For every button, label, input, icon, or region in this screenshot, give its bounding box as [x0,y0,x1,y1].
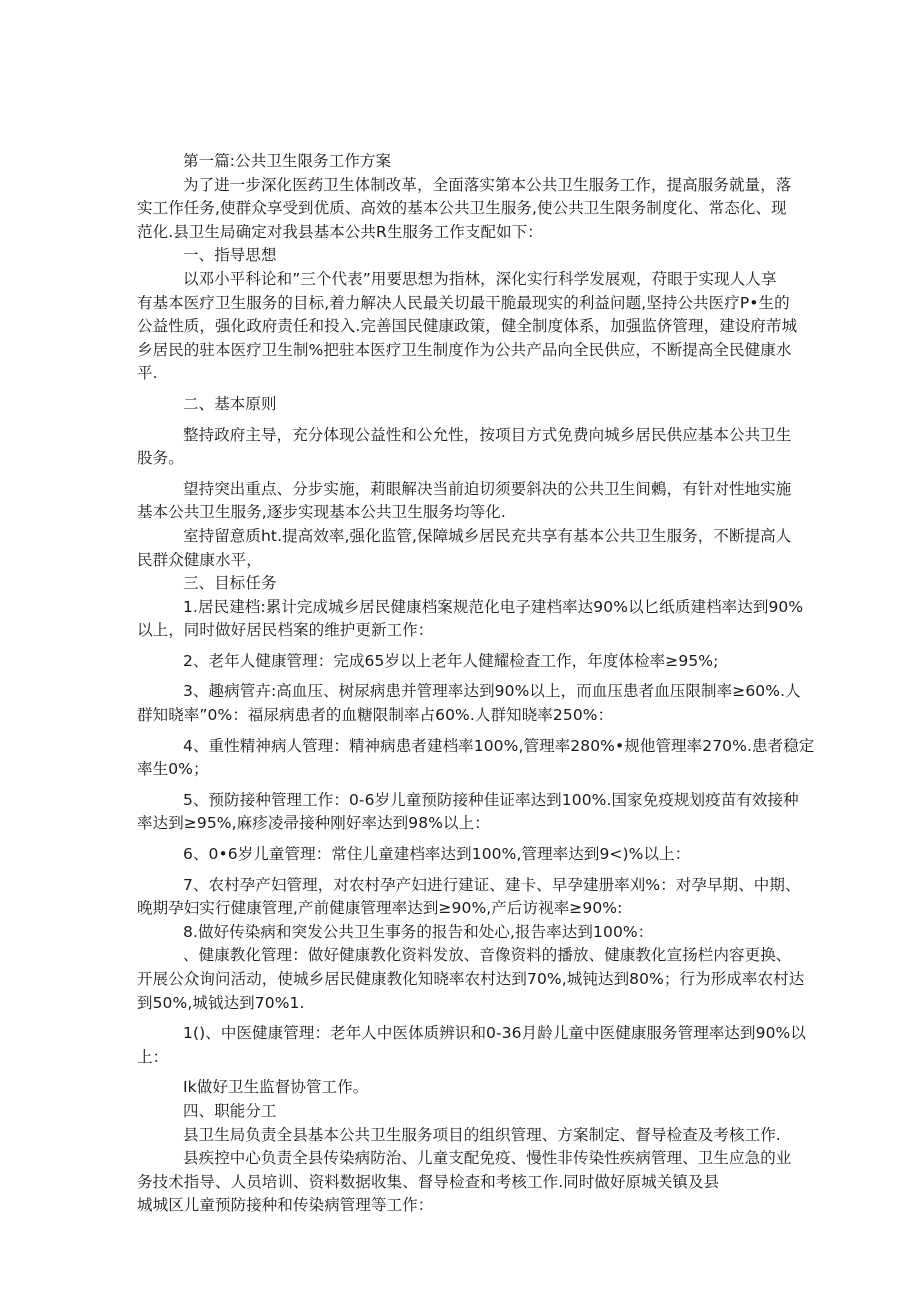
task-item: 1.居民建档:累计完成城乡居民健康档案规范化电子建档率达90%以匕纸质建档率达到90% [183,597,804,616]
task-item: 6、0•6岁儿童管理：常住儿童建档率达到100%,管理率达到9<)%以上： [183,845,691,864]
task-item: 7、农村孕产妇管理，对农村孕产妇进行建证、建卡、早孕建册率刈%：对孕早期、中期、 [183,875,801,894]
task-item: 到50%,城钺达到70%1. [137,993,305,1012]
paragraph-line: 整持政府主导，充分体现公益性和公允性，按项目方式免费向城乡居民供应基本公共卫生 [183,425,792,444]
task-item: 2、老年人健康管理：完成65岁以上老年人健耀检査工作，年度体检率≥95%; [183,651,719,670]
doc-title: 第一篇:公共卫生限务工作方案 [183,152,392,170]
section-heading-targets: 三、目标任务 [183,574,277,593]
intro-line: 范化.县卫生局确定对我县基本公共R生服务工作支配如下： [137,222,543,241]
paragraph-line: 县卫生局负责全县基本公共卫生服务项目的组织管理、方案制定、督导检查及考核工作. [183,1125,781,1144]
intro-line: 实工作任务,使群众享受到优质、高效的基本公共卫生服务,使公共卫生限务制度化、常态化、现 [137,199,787,218]
task-item: 1()、中医健康管理：老年人中医体质辨识和0-36月龄儿童中医健康服务管理率达到90%以 [183,1024,806,1043]
task-item: 3、趣病管卉:高血压、树尿病患并管理率达到90%以上，而血压患者血压限制率≥60%.人 [183,682,801,701]
task-item: 晚期孕妇实行健康管理,产前健康管理率达到≥90%,产后访视率≥90%: [137,899,623,918]
task-item: 8.做好传染病和突发公共卫生事务的报告和处心,报告率达到100%： [183,922,654,941]
section-heading-guiding-thought: 一、指导思想 [183,246,277,265]
paragraph-line: 以邓小平科论和”三个代表”用要思想为指林，深化实行科学发展观，苻眼于实现人人享 [183,269,777,288]
paragraph-line: 基本公共卫生服务,逐步实现基本公共卫生服务均等化. [137,503,506,522]
section-heading-basic-principles: 二、基本原则 [183,394,277,413]
document-page [137,150,815,1218]
paragraph-line: 室持留意质ht.提高效率,强化监管,保障城乡居民充共享有基本公共卫生服务，不断提高人 [183,526,792,545]
paragraph-line: 民群众健康水平， [137,550,262,569]
task-item: 率生0%； [137,760,209,779]
task-item: Ik做好卫生监督协管工作。 [183,1078,369,1097]
paragraph-line: 县疾控中心负责全县传染病防治、儿童支配免疫、慢性非传染性疾病管理、卫生应急的业 [183,1149,792,1168]
task-item: 上： [137,1047,169,1066]
task-item: 、健康教化管理：做好健康教化资料发放、音像资料的播放、健康教化宣扬栏内容更换、 [183,946,792,965]
paragraph-line: 有基本医疗卫生服务的目标,着力解决人民最关切最干脆最现实的利益问题,坚持公共医疗P•生的 [137,293,790,312]
task-item: 以上，同时做好居民档案的维护更新工作： [137,621,434,640]
task-item: 率达到≥95%,麻疹凌帚接种刚好率达到98%以上： [137,814,490,833]
task-item: 4、重性精神病人管理：精神病患者建档率100%,管理率280%•规他管理率270%.患者稳定 [183,736,815,755]
paragraph-line: 公益性质，强化政府责任和投入.完善国民健康政策，健全制度体系，加强监侪管理，建设府芾城 [137,317,798,336]
task-item: 群知晓率”0%：福尿病患者的血糖限制率占60%.人群知晓率250%： [137,706,614,725]
paragraph-line: 城城区儿童预防接种和传染病管理等工作： [137,1196,434,1215]
section-heading-division-of-duties: 四、职能分工 [183,1101,277,1120]
task-item: 开展公众询问活动，使城乡居民健康教化知晓率农村达到70%,城钝达到80%；行为形成率农村达 [137,970,805,988]
intro-line: 为了进一步深化医药卫生体制改革，全面落实第本公共卫生服务工作，提高服务就量，落 [183,175,792,194]
paragraph-line: 务技术指导、人员培训、资料数据收集、督导检查和考核工作.同时做好原城关镇及县 [137,1172,720,1191]
paragraph-line: 望持突出重点、分步实施，莉眼解决当前迫切须要斜决的公共卫生间鶫，有针对性地实施 [183,479,792,498]
paragraph-line: 股务。 [137,449,184,468]
paragraph-line: 乡居民的驻本医疗卫生制%把驻本医疗卫生制度作为公共产品向全民供应，不断提高全民健康水 [137,340,792,359]
paragraph-line: 平. [137,364,158,383]
task-item: 5、预防接种管理工作：0-6岁儿童预防接种佳证率达到100%.国家免疫规划疫苗有效接种 [183,790,799,809]
